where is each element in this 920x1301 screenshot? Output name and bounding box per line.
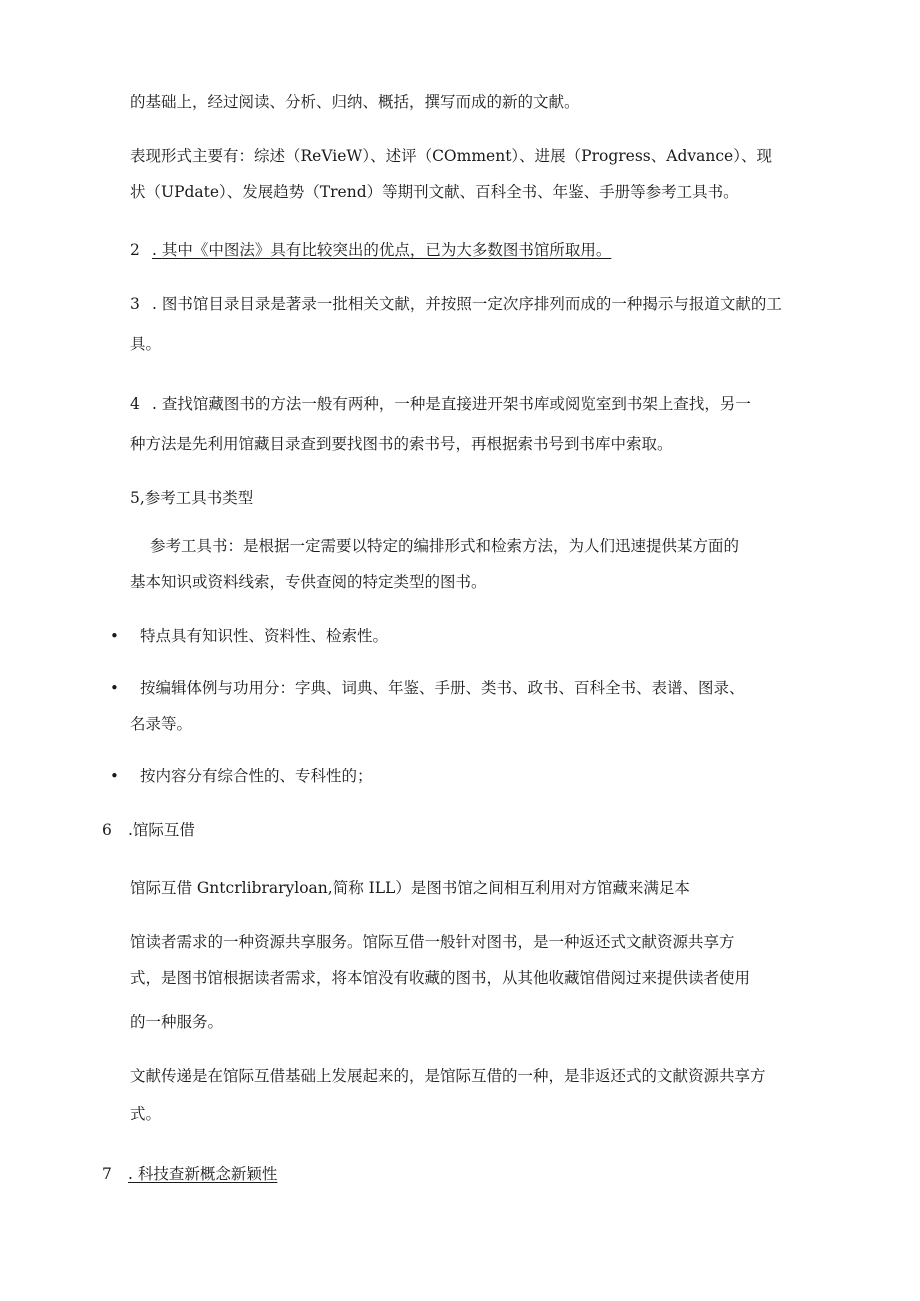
ref-definition-line-1: 参考工具书：是根据一定需要以特定的编排形式和检索方法，为人们迅速提供某方面的 — [150, 537, 740, 555]
item-2-text: . 其中《中图法》具有比较突出的优点，已为大多数图书馆所取用。 — [152, 241, 612, 259]
text-line-intro-end: 的基础上，经过阅读、分析、归纳、概括，撰写而成的新的文献。 — [130, 93, 580, 111]
text-line-forms-1: 表现形式主要有：综述（ReVieW）、述评（COmment）、进展（Progress、Advance）、现 — [130, 147, 772, 165]
document-delivery-line-2: 式。 — [130, 1105, 162, 1123]
item-5-heading: 5,参考工具书类型 — [130, 489, 254, 507]
item-7-heading — [102, 1164, 277, 1184]
item-3 — [130, 294, 782, 314]
bullet-item-2-line-2: 名录等。 — [130, 715, 193, 733]
ill-line-4: 的一种服务。 — [130, 1013, 224, 1031]
ref-definition-line-2: 基本知识或资料线索，专供查阅的特定类型的图书。 — [130, 573, 487, 591]
item-7-number: 7 — [102, 1165, 112, 1183]
ill-line-1: 馆际互借 Gntcrlibraryloan,简称 ILL）是图书馆之间相互利用对方馆藏来满足本 — [130, 879, 690, 897]
item-3-text: . 图书馆目录目录是著录一批相关文献，并按照一定次序排列而成的一种揭示与报道文献的工 — [152, 295, 782, 313]
item-6-heading — [102, 820, 195, 840]
item-6-number: 6 — [102, 821, 112, 839]
item-4 — [130, 394, 751, 414]
bullet-marker-2: • — [110, 679, 119, 697]
item-2-number: 2 — [130, 241, 140, 259]
document-delivery-line-1: 文献传递是在馆际互借基础上发展起来的，是馆际互借的一种，是非返还式的文献资源共享方 — [130, 1067, 766, 1085]
item-4-continuation: 种方法是先利用馆藏目录查到要找图书的索书号，再根据索书号到书库中索取。 — [130, 435, 673, 453]
item-2 — [130, 240, 611, 260]
bullet-item-3: 按内容分有综合性的、专科性的； — [140, 767, 373, 785]
ill-line-3: 式，是图书馆根据读者需求，将本馆没有收藏的图书，从其他收藏馆借阅过来提供读者使用 — [130, 969, 751, 987]
item-6-text: .馆际互借 — [128, 821, 195, 839]
bullet-marker-1: • — [110, 627, 119, 645]
bullet-item-1: 特点具有知识性、资料性、检索性。 — [140, 627, 389, 645]
item-4-text: . 查找馆藏图书的方法一般有两种，一种是直接进开架书库或阅览室到书架上查找，另一 — [152, 395, 751, 413]
bullet-marker-3: • — [110, 767, 119, 785]
item-4-number: 4 — [130, 395, 140, 413]
text-line-forms-2: 状（UPdate）、发展趋势（Trend）等期刊文献、百科全书、年鉴、手册等参考工具书。 — [130, 183, 739, 201]
item-3-number: 3 — [130, 295, 140, 313]
item-3-continuation: 具。 — [130, 335, 162, 353]
bullet-item-2-line-1: 按编辑体例与功用分：字典、词典、年鉴、手册、类书、政书、百科全书、表谱、图录、 — [140, 679, 745, 697]
item-7-text: . 科技查新概念新颖性 — [128, 1165, 278, 1183]
ill-line-2: 馆读者需求的一种资源共享服务。馆际互借一般针对图书，是一种返还式文献资源共享方 — [130, 933, 735, 951]
